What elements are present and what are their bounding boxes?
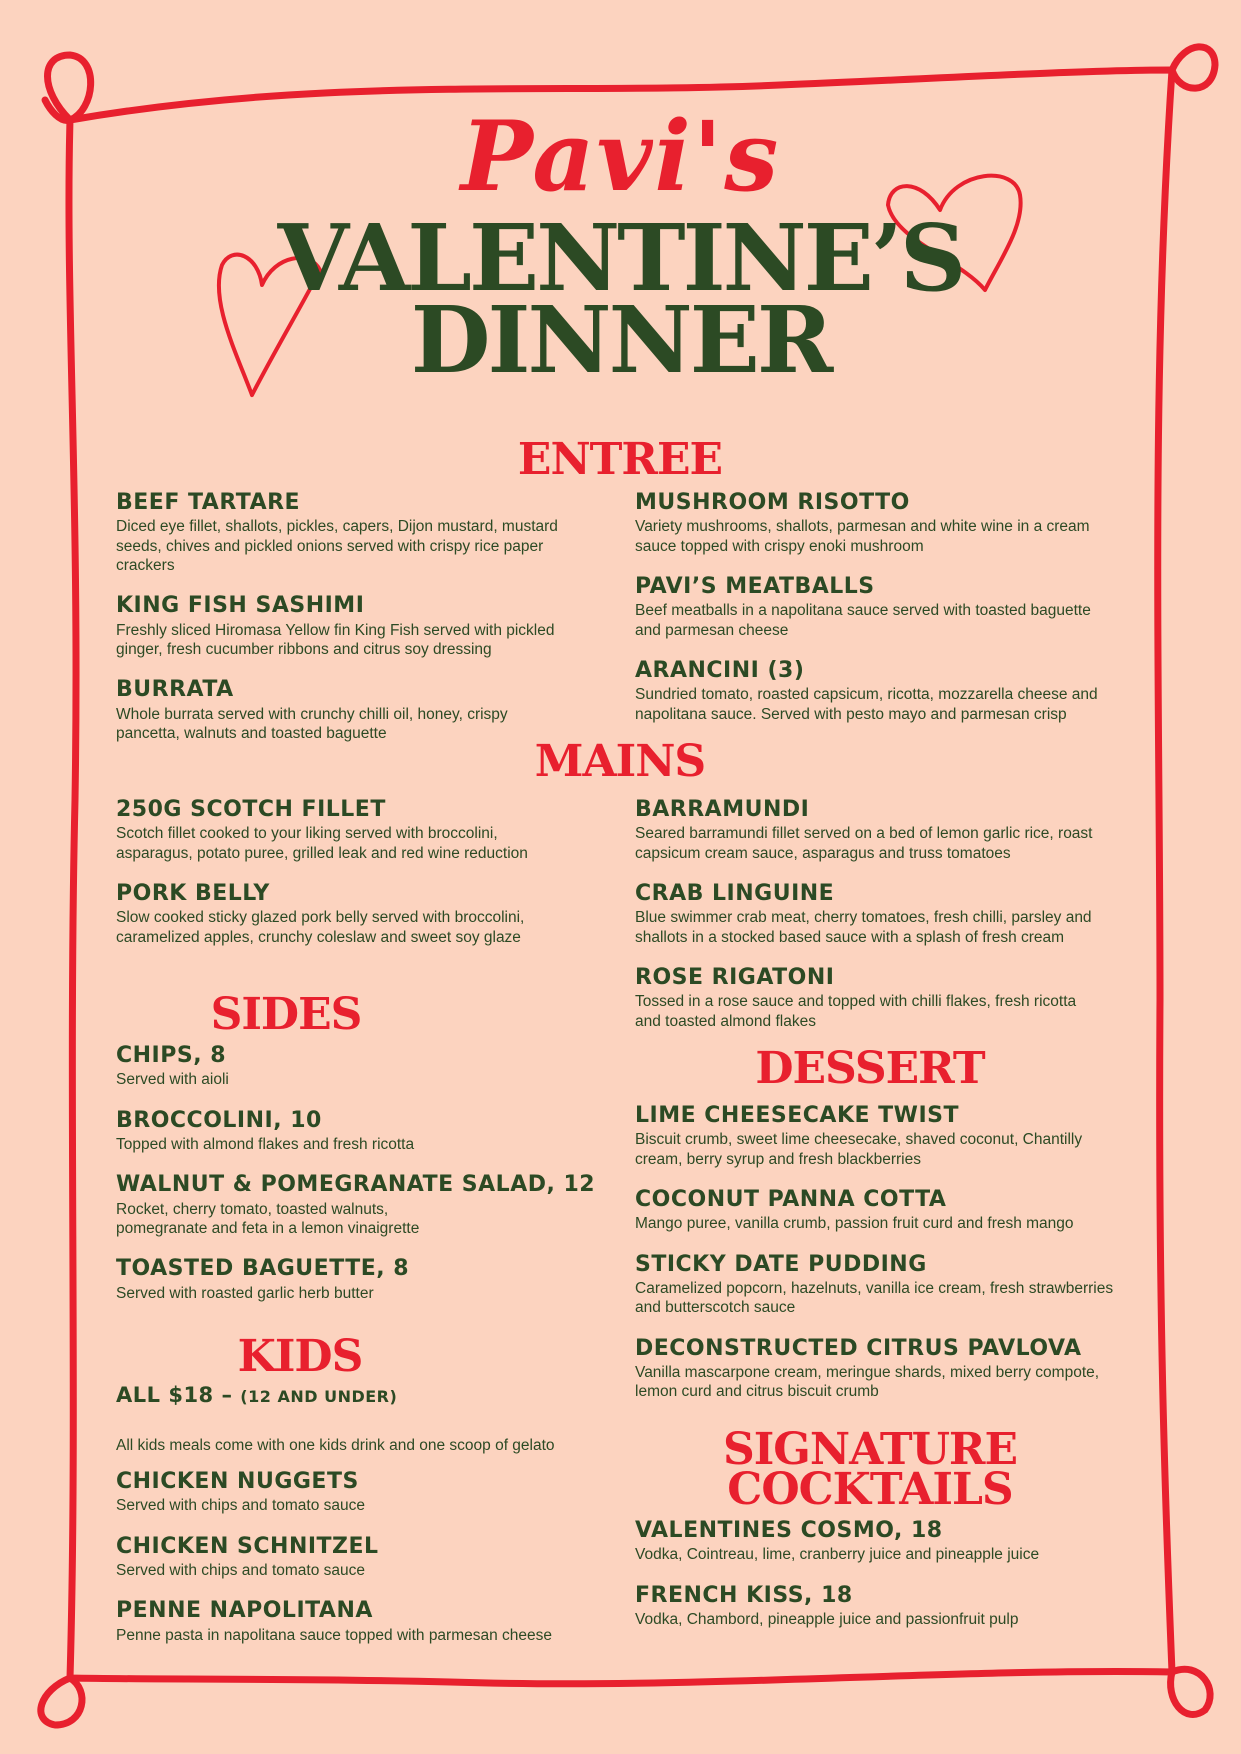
item-description: Variety mushrooms, shallots, parmesan and white wine in a cream sauce topped with crispy enoki mushroom xyxy=(635,518,1090,555)
item-description: Biscuit crumb, sweet lime cheesecake, shaved coconut, Chantilly cream, berry syrup and fresh blackberries xyxy=(635,1131,1083,1168)
corner-loop-bottom-left xyxy=(41,1678,82,1725)
item-description: Tossed in a rose sauce and topped with chilli flakes, fresh ricotta and toasted almond flakes xyxy=(635,993,1077,1030)
item-description: Scotch fillet cooked to your liking served with broccolini, asparagus, potato puree, grilled leak and red wine reduction xyxy=(116,825,528,862)
menu-item xyxy=(635,574,1105,640)
item-name: PORK BELLY xyxy=(116,881,270,907)
item-description: Served with aioli xyxy=(116,1071,229,1089)
item-name: BROCCOLINI, 10 xyxy=(116,1107,322,1133)
menu-item xyxy=(116,1108,596,1155)
item-description: Vanilla mascarpone cream, meringue shards, mixed berry compote, lemon curd and citrus biscuit crumb xyxy=(635,1364,1100,1401)
item-name: VALENTINES COSMO, 18 xyxy=(635,1518,943,1543)
menu-item xyxy=(635,965,1105,1031)
menu-item xyxy=(116,1256,596,1303)
item-name: BURRATA xyxy=(116,677,234,703)
menu-item xyxy=(116,1534,596,1581)
kids-column xyxy=(116,1383,596,1663)
item-name: FRENCH KISS, 18 xyxy=(635,1582,853,1608)
menu-item xyxy=(116,490,561,575)
item-name: CRAB LINGUINE xyxy=(635,881,835,907)
item-name: MUSHROOM RISOTTO xyxy=(635,490,910,515)
menu-item xyxy=(116,1043,596,1090)
kids-note: All kids meals come with one kids drink and one scoop of gelato xyxy=(116,1437,555,1454)
item-name: LIME CHEESECAKE TWIST xyxy=(635,1103,959,1128)
item-description: Freshly sliced Hiromasa Yellow fin King Fish served with pickled ginger, fresh cucumber ribbons and citrus soy dressing xyxy=(116,621,555,659)
item-name: CHICKEN SCHNITZEL xyxy=(116,1533,379,1559)
menu-item xyxy=(635,881,1105,947)
cocktails-column xyxy=(635,1518,1115,1647)
section-title-entree: ENTREE xyxy=(517,434,723,485)
item-name: COCONUT PANNA COTTA xyxy=(635,1187,947,1213)
title-line-1: VALENTINE’S xyxy=(277,204,964,312)
kids-price xyxy=(116,1383,596,1407)
item-description: Sundried tomato, roasted capsicum, ricotta, mozzarella cheese and napolitana sauce. Served with pesto mayo and parmesan crisp xyxy=(635,686,1098,723)
section-title-sides: SIDES xyxy=(210,989,362,1040)
item-description: Caramelized popcorn, hazelnuts, vanilla ice cream, fresh strawberries and butterscotch sauce xyxy=(635,1280,1114,1317)
menu-item xyxy=(635,490,1105,556)
item-description: Diced eye fillet, shallots, pickles, capers, Dijon mustard, mustard seeds, chives and pickled onions served with crispy rice paper crackers xyxy=(116,518,558,575)
corner-loop-top-right xyxy=(1172,47,1215,88)
item-name: CHICKEN NUGGETS xyxy=(116,1469,359,1494)
menu-item xyxy=(635,1583,1115,1630)
section-title-cocktails-line1: SIGNATURE xyxy=(722,1424,1018,1475)
menu-item xyxy=(635,1187,1115,1234)
item-description: Served with chips and tomato sauce xyxy=(116,1497,365,1515)
item-description: Vodka, Cointreau, lime, cranberry juice and pineapple juice xyxy=(635,1546,1040,1564)
menu-item xyxy=(116,677,561,743)
section-title-kids: KIDS xyxy=(237,1331,363,1382)
menu-item xyxy=(635,1103,1115,1169)
menu-item xyxy=(635,658,1105,724)
item-name: 250G SCOTCH FILLET xyxy=(116,797,386,822)
mains-left-column xyxy=(116,797,561,965)
item-description: Served with chips and tomato sauce xyxy=(116,1561,365,1579)
title-line-2: DINNER xyxy=(410,286,831,394)
section-title-cocktails-line2: COCKTAILS xyxy=(727,1464,1013,1515)
sides-column xyxy=(116,1043,596,1321)
item-name: DECONSTRUCTED CITRUS PAVLOVA xyxy=(635,1335,1082,1361)
menu-item xyxy=(116,1172,596,1238)
item-description: Slow cooked sticky glazed pork belly served with broccolini, caramelized apples, crunchy coleslaw and sweet soy glaze xyxy=(116,909,525,946)
item-description: Seared barramundi fillet served on a bed of lemon garlic rice, roast capsicum cream sauce, asparagus and truss tomatoes xyxy=(635,825,1093,862)
section-title-dessert: DESSERT xyxy=(755,1043,985,1094)
item-name: ARANCINI (3) xyxy=(635,658,805,684)
mains-right-column xyxy=(635,797,1105,1049)
menu-item xyxy=(116,1469,596,1516)
item-description: Blue swimmer crab meat, cherry tomatoes, fresh chilli, parsley and shallots in a stocked based sauce with a splash of fresh cream xyxy=(635,909,1092,946)
kids-age-note: (12 AND UNDER) xyxy=(240,1387,398,1406)
dessert-column xyxy=(635,1103,1115,1420)
entree-right-column xyxy=(635,490,1105,742)
item-name: ROSE RIGATONI xyxy=(635,965,835,991)
menu-item xyxy=(635,1336,1115,1402)
corner-loop-bottom-right xyxy=(1171,1669,1211,1714)
item-name: BARRAMUNDI xyxy=(635,797,810,822)
item-description: Topped with almond flakes and fresh ricotta xyxy=(116,1135,415,1153)
menu-item xyxy=(635,1518,1115,1565)
restaurant-name: Pavi's xyxy=(460,100,781,213)
item-name: CHIPS, 8 xyxy=(116,1043,227,1068)
entree-left-column xyxy=(116,490,561,762)
menu-item xyxy=(116,797,561,863)
menu-item xyxy=(116,881,561,947)
item-description: Rocket, cherry tomato, toasted walnuts, pomegranate and feta in a lemon vinaigrette xyxy=(116,1200,420,1238)
menu-item xyxy=(635,797,1105,863)
item-description: Vodka, Chambord, pineapple juice and passionfruit pulp xyxy=(635,1610,1019,1628)
item-name: TOASTED BAGUETTE, 8 xyxy=(116,1256,410,1282)
item-description: Beef meatballs in a napolitana sauce served with toasted baguette and parmesan cheese xyxy=(635,602,1091,639)
item-description: Mango puree, vanilla crumb, passion fruit curd and fresh mango xyxy=(635,1215,1074,1233)
item-name: BEEF TARTARE xyxy=(116,490,301,515)
menu-item xyxy=(635,1252,1115,1318)
menu-item xyxy=(116,1598,596,1645)
item-name: KING FISH SASHIMI xyxy=(116,593,365,619)
item-name: WALNUT & POMEGRANATE SALAD, 12 xyxy=(116,1172,596,1198)
item-description: Whole burrata served with crunchy chilli oil, honey, crispy pancetta, walnuts and toasted baguette xyxy=(116,705,508,743)
menu-item xyxy=(116,593,561,659)
kids-price-label: ALL $18 – xyxy=(116,1383,233,1407)
item-description: Penne pasta in napolitana sauce topped with parmesan cheese xyxy=(116,1626,553,1644)
section-title-mains: MAINS xyxy=(534,736,706,787)
item-name: PENNE NAPOLITANA xyxy=(116,1598,373,1624)
item-name: PAVI’S MEATBALLS xyxy=(635,574,875,600)
item-description: Served with roasted garlic herb butter xyxy=(116,1284,374,1302)
item-name: STICKY DATE PUDDING xyxy=(635,1251,927,1277)
